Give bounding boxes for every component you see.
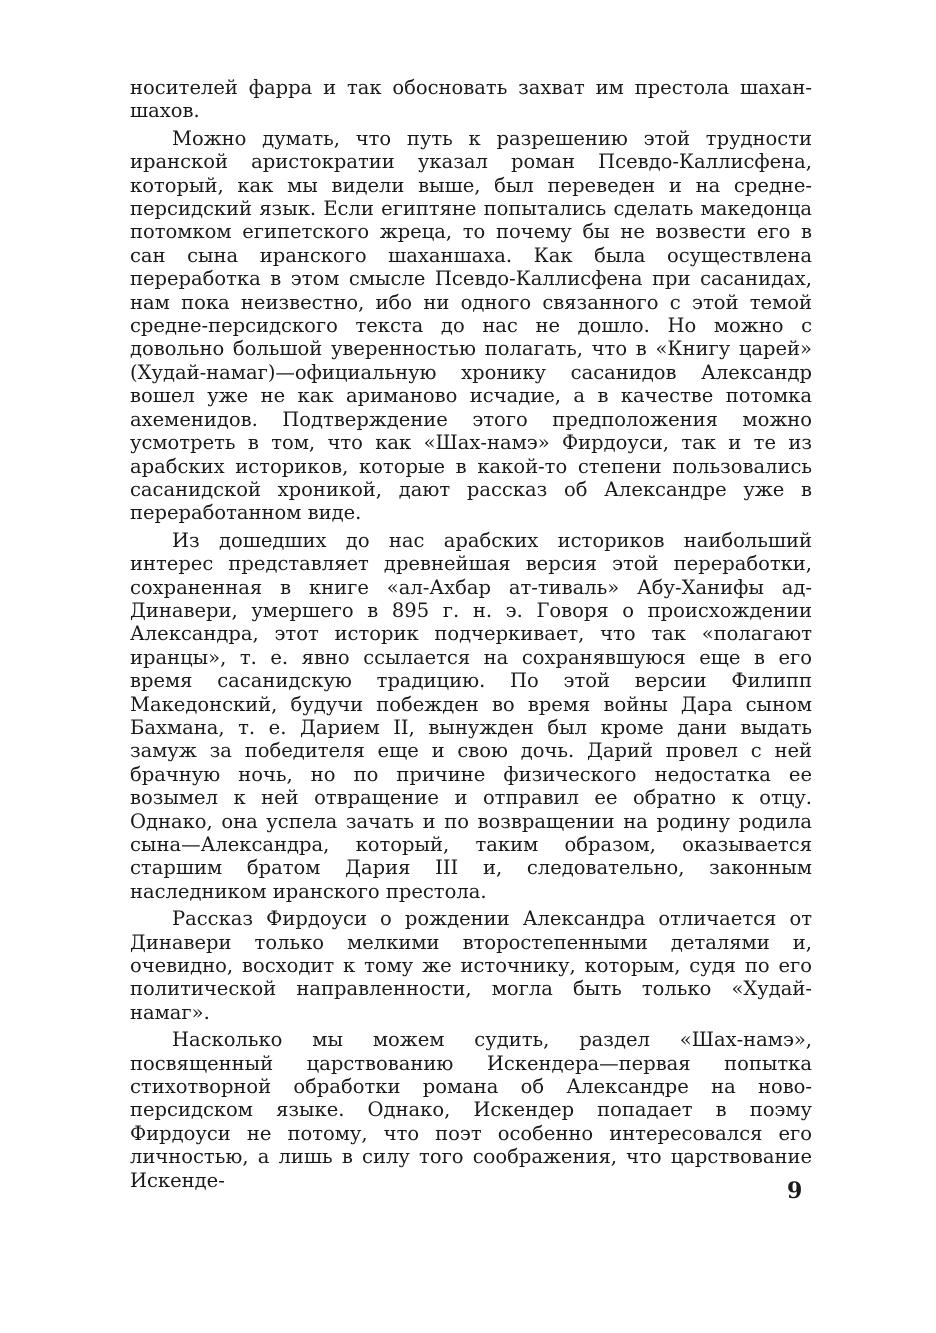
paragraph-pseudo-callisthenes: Можно думать, что путь к разрешению этой трудности иранской аристократии указал роман Псевдо-Каллисфена, который, как мы видели выше, был переведен и на средне-персидский язык. Если египтяне попытались сделать македонца потомком египетского жреца, то почему бы не возвести его в сан сына иранского шаханшаха. Как была осуществлена переработка в этом смысле Псевдо-Каллисфена при сасанидах, нам пока неизвестно, ибо ни одного связанного с этой темой средне-персидского текста до нас не дошло. Но можно с довольно большой уверенностью полагать, что в «Книгу царей» (Худай-намаг)—официальную хронику сасанидов Александр вошел уже не как ариманово исчадие, а в качестве потомка ахеменидов. Подтверждение этого предположения можно усмотреть в том, что как «Шах-намэ» Фирдоуси, так и те из арабских историков, которые в какой-то степени пользовались сасанидской хроникой, дают рассказ об Александре уже в переработанном виде. bbox=[130, 126, 812, 525]
page-number: 9 bbox=[787, 1178, 803, 1204]
paragraph-shahnameh-section: Насколько мы можем судить, раздел «Шах-намэ», посвященный царствованию Искендера—первая попытка стихотворной обработки романа об Александре на ново-персидском языке. Однако, Искендер попадает в поэму Фирдоуси не потому, что поэт особенно интересовался его личностью, а лишь в силу того соображения, что царствование Искенде- bbox=[130, 1028, 812, 1192]
body-text bbox=[130, 76, 812, 1192]
paragraph-firdousi-birth: Рассказ Фирдоуси о рождении Александра отличается от Динавери только мелкими второстепенными деталями и, очевидно, восходит к тому же источнику, которым, судя по его политической направленности, могла быть только «Худай-намаг». bbox=[130, 907, 812, 1024]
paragraph-continuation: носителей фарра и так обосновать захват им престола шахан-шахов. bbox=[130, 76, 812, 123]
paragraph-dinawari: Из дошедших до нас арабских историков наибольший интерес представляет древнейшая версия этой переработки, сохраненная в книге «ал-Ахбар ат-тиваль» Абу-Ханифы ад-Динавери, умершего в 895 г. н. э. Говоря о происхождении Александра, этот историк подчеркивает, что так «полагают иранцы», т. е. явно ссылается на сохранявшуюся еще в его время сасанидскую традицию. По этой версии Филипп Македонский, будучи побежден во время войны Дара сыном Бахмана, т. е. Дарием II, вынужден был кроме дани выдать замуж за победителя еще и свою дочь. Дарий провел с ней брачную ночь, но по причине физического недостатка ее возымел к ней отвращение и отправил ее обратно к отцу. Однако, она успела зачать и по возвращении на родину родила сына—Александра, который, таким образом, оказывается старшим братом Дария III и, следовательно, законным наследником иранского престола. bbox=[130, 528, 812, 903]
